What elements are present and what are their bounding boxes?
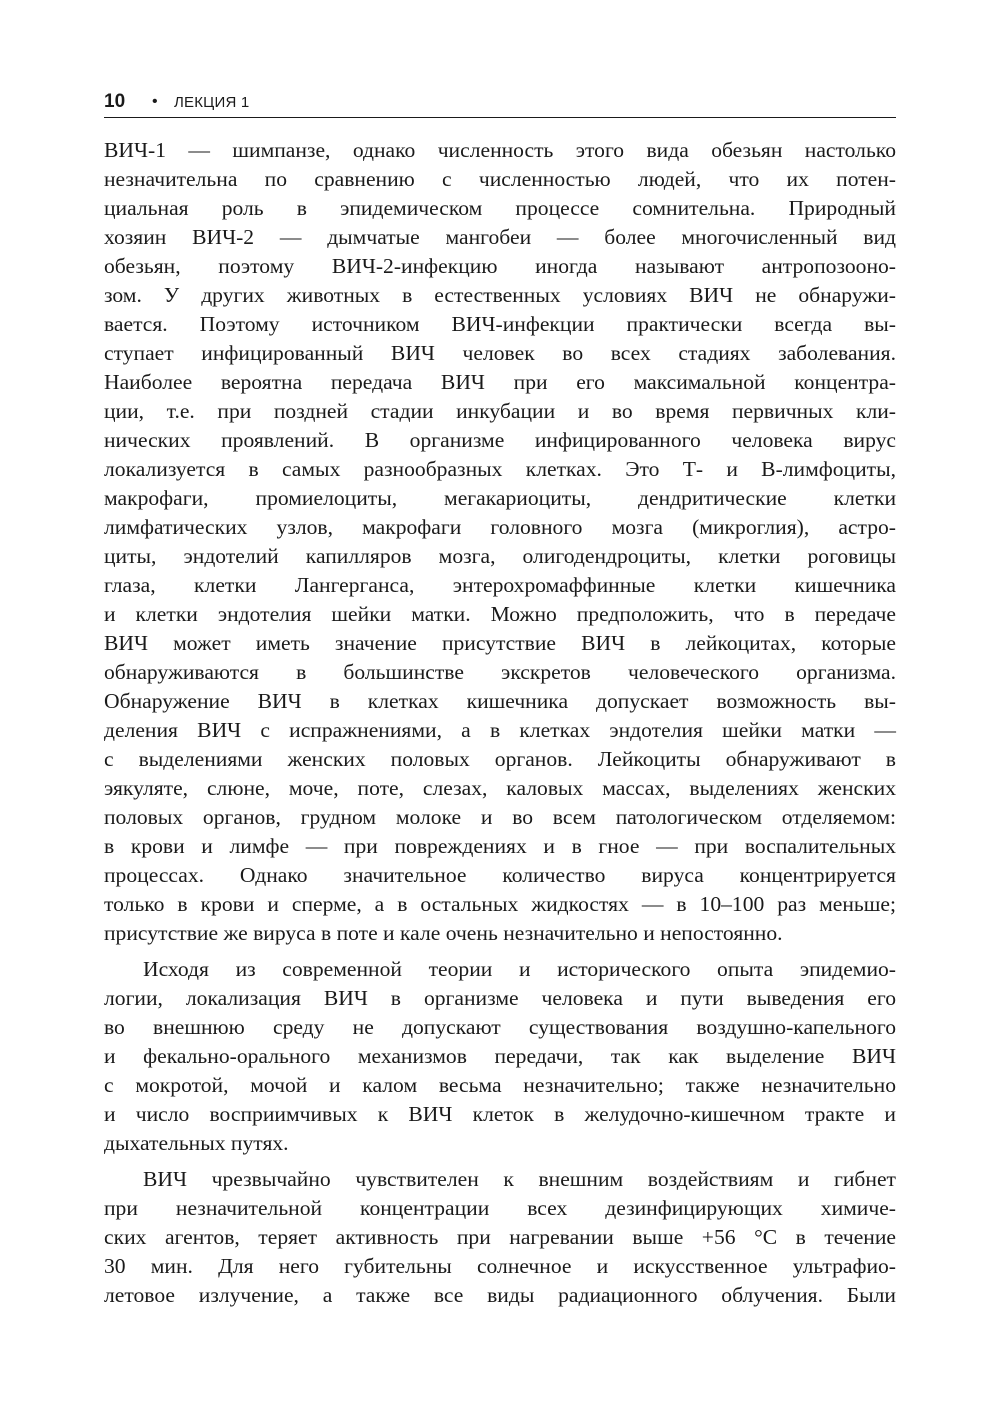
text-line: ции, т.е. при поздней стадии инкубации и во время первичных кли- — [104, 399, 896, 423]
paragraph-3 — [104, 1165, 896, 1310]
text-line: ВИЧ-1 — шимпанзе, однако численность этого вида обезьян настолько — [104, 138, 896, 162]
text-line: ских агентов, теряет активность при нагревании выше +56 °С в течение — [104, 1225, 896, 1249]
text-line: обезьян, поэтому ВИЧ-2-инфекцию иногда называют антропозооно- — [104, 254, 896, 278]
text-line: ВИЧ чрезвычайно чувствителен к внешним воздействиям и гибнет — [143, 1167, 896, 1191]
text-line: присутствие же вируса в поте и кале очень незначительно и непостоянно. — [104, 921, 783, 945]
text-line: нических проявлений. В организме инфицированного человека вирус — [104, 428, 896, 452]
text-line: процессах. Однако значительное количество вируса концентрируется — [104, 863, 896, 887]
text-line: лимфатических узлов, макрофаги головного мозга (микроглия), астро- — [104, 515, 896, 539]
text-line: дыхательных путях. — [104, 1131, 289, 1155]
text-line: локализуется в самых разнообразных клетках. Это Т- и В-лимфоциты, — [104, 457, 896, 481]
text-line: глаза, клетки Лангерганса, энтерохромаффинные клетки кишечника — [104, 573, 896, 597]
text-line: деления ВИЧ с испражнениями, а в клетках эндотелия шейки матки — — [104, 718, 896, 742]
header-bullet: • — [152, 93, 158, 110]
paragraph-1 — [104, 136, 896, 948]
text-line: логии, локализация ВИЧ в организме человека и пути выведения его — [104, 986, 896, 1010]
text-line: с мокротой, мочой и калом весьма незначительно; также незначительно — [104, 1073, 896, 1097]
text-line: только в крови и сперме, а в остальных жидкостях — в 10–100 раз меньше; — [104, 892, 896, 916]
text-line: циты, эндотелий капилляров мозга, олигодендроциты, клетки роговицы — [104, 544, 896, 568]
text-line: при незначительной концентрации всех дезинфицирующих химиче- — [104, 1196, 896, 1220]
text-line: Обнаружение ВИЧ в клетках кишечника допускает возможность вы- — [104, 689, 896, 713]
body-text — [104, 136, 896, 1310]
text-line: летовое излучение, а также все виды радиационного облучения. Были — [104, 1283, 896, 1307]
text-line: Наиболее вероятна передача ВИЧ при его максимальной концентра- — [104, 370, 896, 394]
paragraph-2 — [104, 955, 896, 1158]
running-title: ЛЕКЦИЯ 1 — [174, 94, 250, 111]
page-number: 10 — [104, 91, 126, 112]
text-line: с выделениями женских половых органов. Лейкоциты обнаруживают в — [104, 747, 896, 771]
text-line: макрофаги, промиелоциты, мегакариоциты, дендритические клетки — [104, 486, 896, 510]
text-line: ступает инфицированный ВИЧ человек во всех стадиях заболевания. — [104, 341, 896, 365]
text-line: половых органов, грудном молоке и во всем патологическом отделяемом: — [104, 805, 896, 829]
text-line: 30 мин. Для него губительны солнечное и искусственное ультрафио- — [104, 1254, 896, 1278]
text-line: эякуляте, слюне, моче, поте, слезах, каловых массах, выделениях женских — [104, 776, 896, 800]
text-line: ВИЧ может иметь значение присутствие ВИЧ в лейкоцитах, которые — [104, 631, 896, 655]
text-line: циальная роль в эпидемическом процессе сомнительна. Природный — [104, 196, 896, 220]
text-line: и фекально-орального механизмов передачи, так как выделение ВИЧ — [104, 1044, 896, 1068]
text-line: вается. Поэтому источником ВИЧ-инфекции практически всегда вы- — [104, 312, 896, 336]
text-line: в крови и лимфе — при повреждениях и в гное — при воспалительных — [104, 834, 896, 858]
text-line: зом. У других животных в естественных условиях ВИЧ не обнаружи- — [104, 283, 896, 307]
text-line: хозяин ВИЧ-2 — дымчатые мангобеи — более многочисленный вид — [104, 225, 896, 249]
text-line: и клетки эндотелия шейки матки. Можно предположить, что в передаче — [104, 602, 896, 626]
running-header — [104, 91, 896, 118]
text-line: и число восприимчивых к ВИЧ клеток в желудочно-кишечном тракте и — [104, 1102, 896, 1126]
text-line: незначительна по сравнению с численностью людей, что их потен- — [104, 167, 896, 191]
text-line: во внешнюю среду не допускают существования воздушно-капельного — [104, 1015, 896, 1039]
text-line: обнаруживаются в большинстве экскретов человеческого организма. — [104, 660, 896, 684]
text-line: Исходя из современной теории и исторического опыта эпидемио- — [143, 957, 896, 981]
